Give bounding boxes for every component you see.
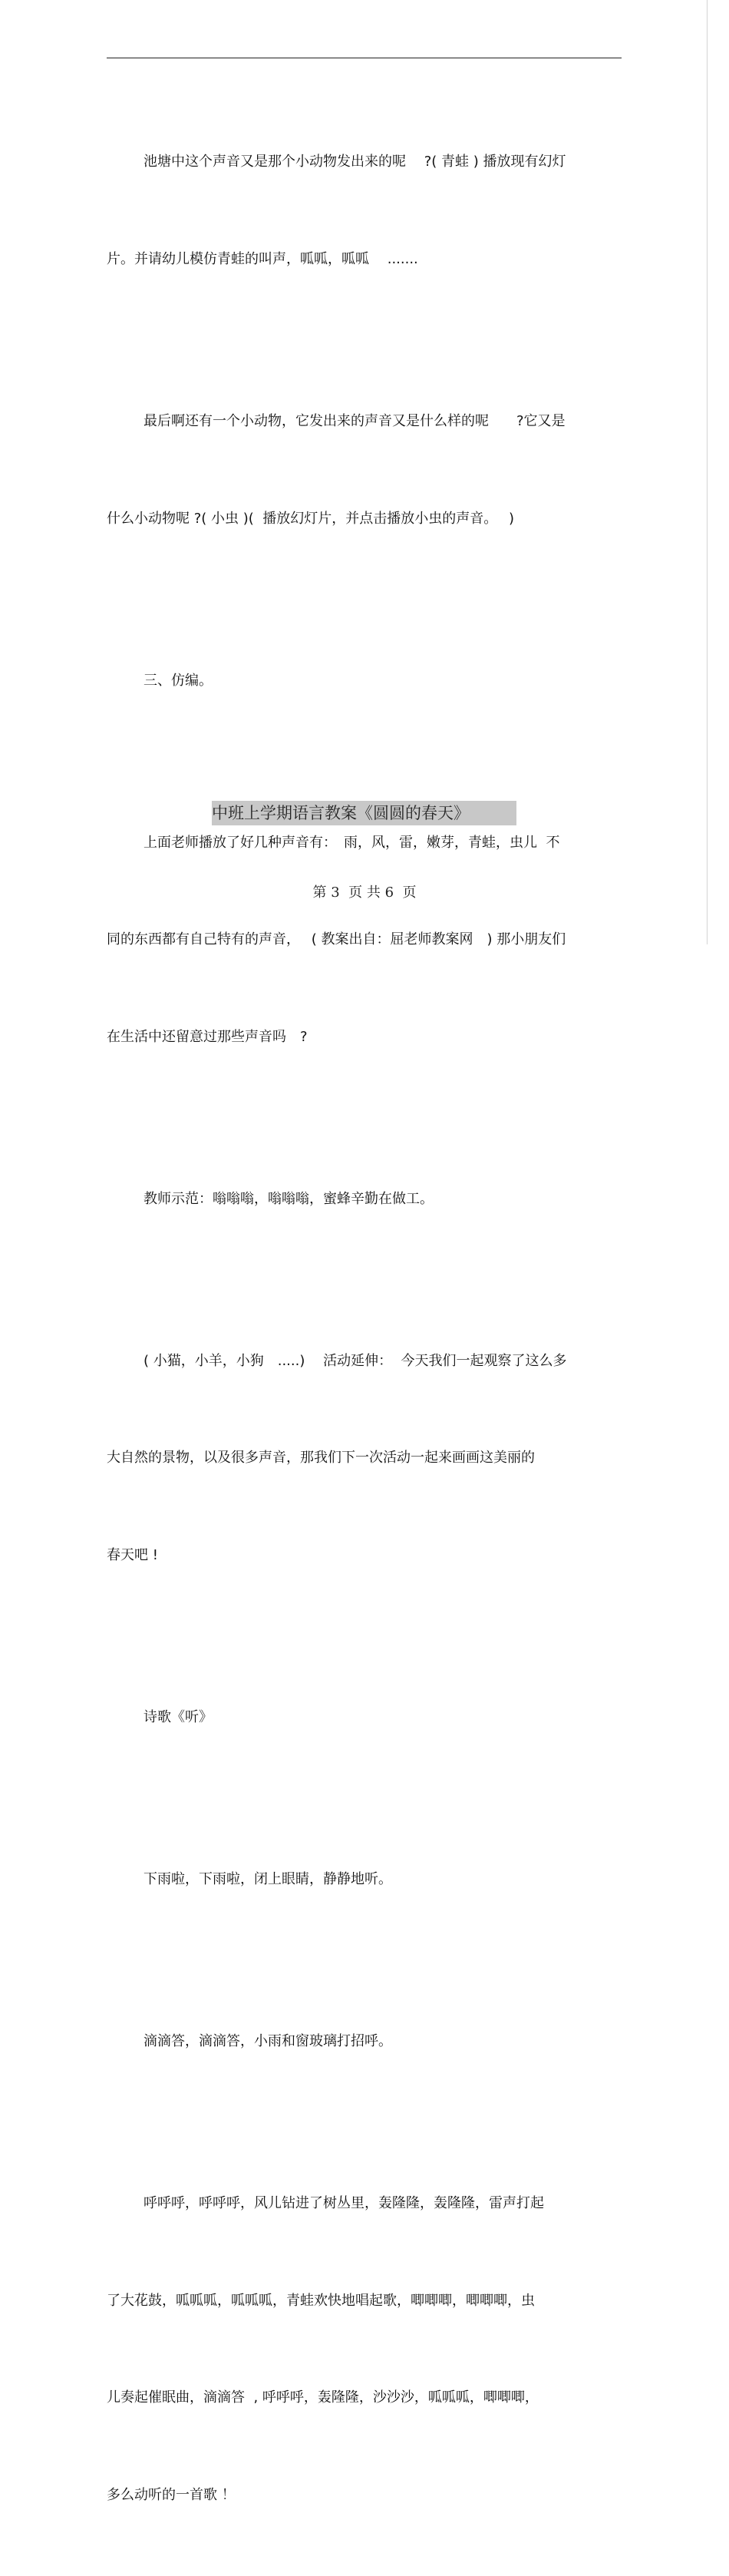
poem-line-drops (107, 1961, 622, 2123)
paragraph-teacher-demo (107, 1118, 622, 1280)
page-number: 第 3 页 共 6 页 (312, 885, 417, 901)
paragraph-line: 呼呼呼，呼呼呼，风儿钻进了树丛里，轰隆隆，轰隆隆，雷声打起 (143, 2194, 544, 2211)
paragraph-line: 春天吧 ! (107, 1546, 158, 1563)
next-lesson-title: 中班上学期语言教案《圆圆的春天》 (212, 801, 516, 825)
paragraph-line: 什么小动物呢 ?( 小虫 )( 播放幻灯片，并点击播放小虫的声音。 ) (107, 510, 514, 527)
paragraph-line: 在生活中还留意过那些声音吗 ? (107, 1028, 308, 1045)
paragraph-line: 滴滴答，滴滴答，小雨和窗玻璃打招呼。 (143, 2032, 392, 2049)
paragraph-insect (107, 341, 622, 600)
paragraph-line: 多么动听的一首歌 ！ (107, 2486, 236, 2503)
paragraph-line: 诗歌《听》 (143, 1708, 213, 1725)
paragraph-line: 教师示范：嗡嗡嗡，嗡嗡嗡，蜜蜂辛勤在做工。 (143, 1190, 434, 1207)
paragraph-extension (107, 1280, 622, 1636)
paragraph-line: 了大花鼓，呱呱呱，呱呱呱，青蛙欢快地唱起歌，唧唧唧，唧唧唧，虫 (107, 2292, 535, 2309)
paragraph-line: 下雨啦，下雨啦，闭上眼睛，静静地听。 (143, 1870, 392, 1887)
paragraph-line: 大自然的景物，以及很多声音，那我们下一次活动一起来画画这美丽的 (107, 1450, 535, 1467)
section-heading-imitate (107, 600, 622, 762)
paragraph-frog (107, 81, 622, 341)
paragraph-line: ( 小猫，小羊，小狗 .....) 活动延伸： 今天我们一起观察了这么多 (143, 1352, 567, 1369)
paragraph-line: 儿奏起催眠曲，滴滴答 , 呼呼呼，轰隆隆，沙沙沙，呱呱呱，唧唧唧， (107, 2389, 539, 2406)
paragraph-line: 三、仿编。 (143, 672, 213, 689)
poem-title (107, 1637, 622, 1799)
paragraph-line: 同的东西都有自己特有的声音， ( 教案出自：屈老师教案网 ) 那小朋友们 (107, 931, 566, 948)
paragraph-line: 最后啊还有一个小动物，它发出来的声音又是什么样的呢 ?它又是 (143, 413, 566, 429)
paragraph-line: 上面老师播放了好几种声音有： 雨，风，雷，嫩芽，青蛙，虫儿 不 (143, 834, 560, 851)
poem-stanza-final (107, 2123, 622, 2576)
document-body (107, 81, 622, 2576)
page-footer (0, 883, 729, 903)
paragraph-line: 片。并请幼儿模仿青蛙的叫声，呱呱，呱呱 ....... (107, 251, 418, 267)
paragraph-line: 池塘中这个声音又是那个小动物发出来的呢 ?( 青蛙 ) 播放现有幻灯 (143, 154, 566, 170)
poem-line-rain (107, 1799, 622, 1961)
page-edge-divider (707, 0, 708, 944)
